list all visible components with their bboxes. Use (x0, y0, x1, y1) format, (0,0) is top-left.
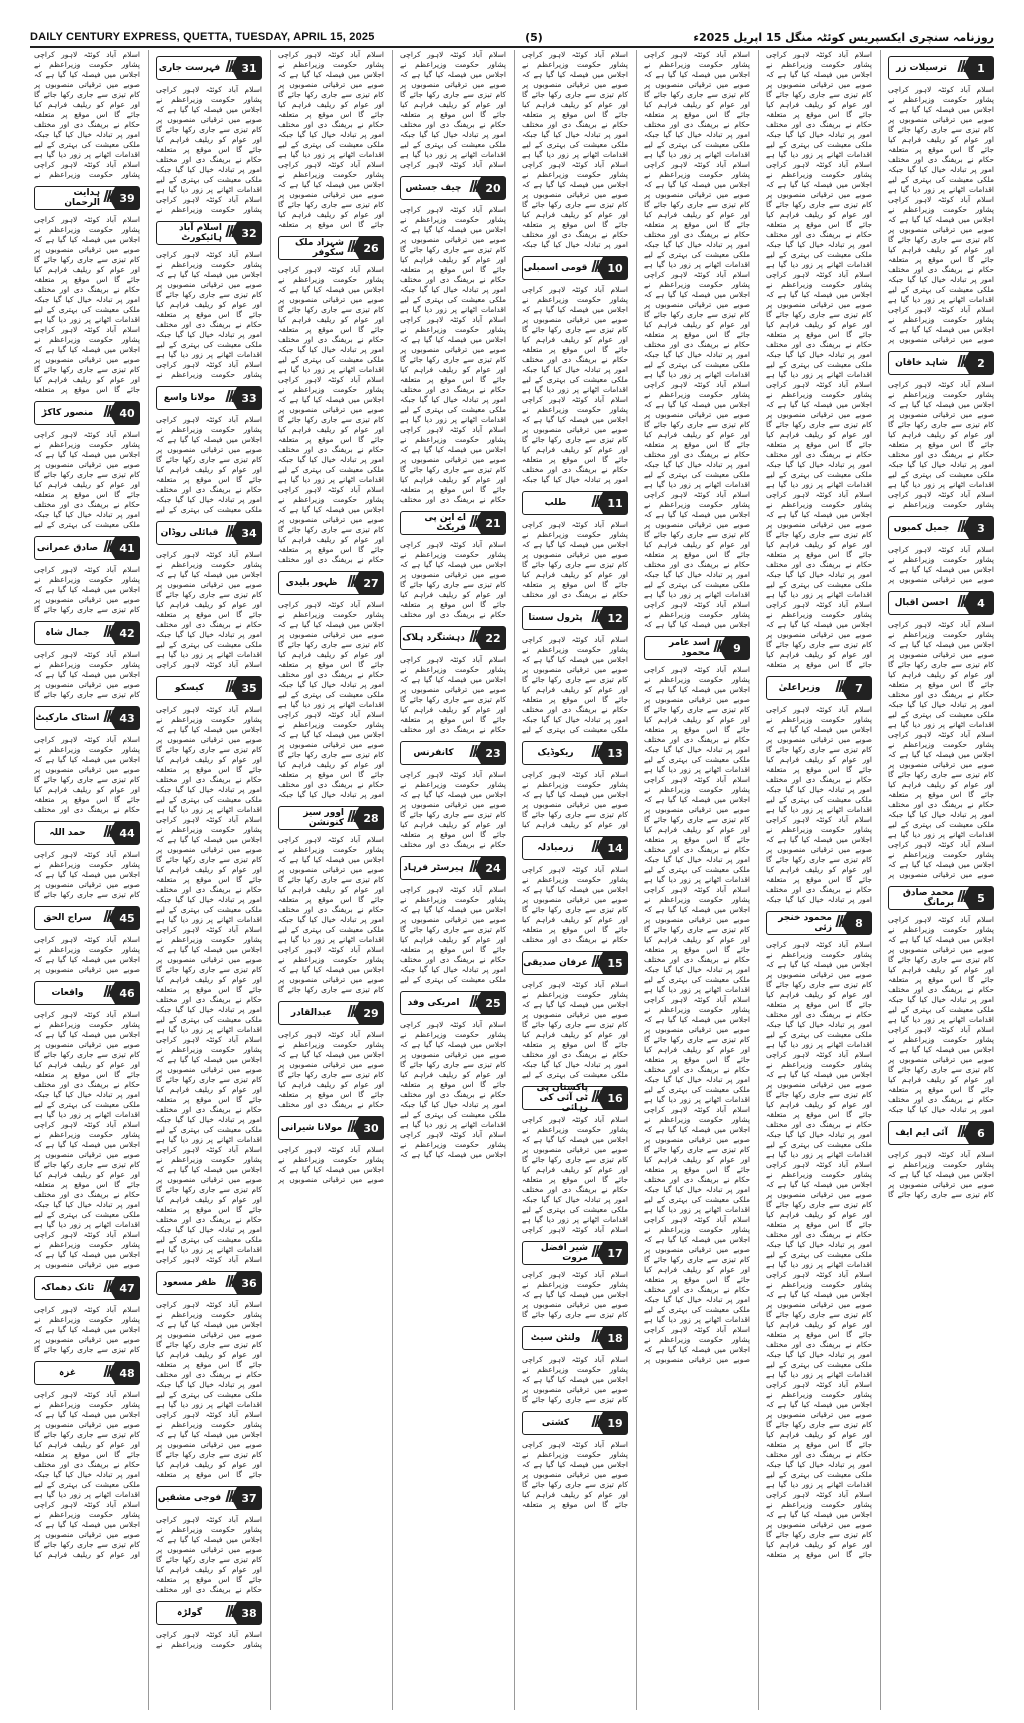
story-number: 27 (359, 572, 383, 594)
story-number: 21 (481, 512, 505, 534)
story-body: اسلام آباد کوئٹہ لاہور کراچی پشاور حکومت وزیراعظم نے اجلاس میں فیصلہ کیا گیا ہے کہ صوبے میں ترقیاتی منصوبوں پر کام تیزی سے جاری رکھا جائے گا اور عوام کو ریلیف فراہم کیا جائے گا اس موقع پر متعلقہ حکام نے بریفنگ دی اور مختلف امور پر تبادلہ خیال کیا گیا جبکہ ملکی معیشت کی بہتری کے لیے اقدامات اٹھانے پر زور دیا گیا ہے اسلام آباد کوئٹہ لاہور کراچی پشاور حکومت وزیراعظم نے اجلاس میں فیصلہ کیا گیا ہے کہ صوبے میں ترقیاتی منصوبوں پر کام تیزی سے جاری رکھا جائے گا اور عوام کو ریلیف فراہم کیا جائے گا اس موقع پر متعلقہ حکام نے بریفنگ دی اور مختلف امور پر تبادلہ خیال کیا گیا جبکہ ملکی معیشت کی بہتری کے لیے اقدامات اٹھانے پر زور دیا گیا ہے اسلام آباد کوئٹہ لاہور کراچی پشاور حکومت وزیراعظم نے اجلاس میں فیصلہ کیا گیا ہے کہ صوبے میں ترقیاتی منصوبوں پر کام تیزی سے جاری رکھا جائے گا اور عوام کو ریلیف فراہم کیا جائے گا اس موقع پر متعلقہ حکام نے بریفنگ دی اور مختلف امور پر تبادلہ خیال کیا گیا جبکہ ملکی معیشت کی بہتری کے لیے اقدامات اٹھانے پر زور دیا گیا ہے اسلام آباد کوئٹہ لاہور کراچی پشاور حکومت وزیراعظم نے اجلاس میں فیصلہ کیا گیا ہے کہ صوبے میں ترقیاتی منصوبوں پر کام تیزی سے جاری رکھا جائے گا اور عوام کو ریلیف فراہم کیا جائے گا اس موقع پر متعلقہ حکام نے بریفنگ دی اور مختلف امور پر تبادلہ خیال کیا گیا جبکہ ملکی معیشت کی بہتری کے لیے اقدامات اٹھانے پر زور دیا گیا ہے اسلام آباد کوئٹہ لاہور کراچی پشاور حکومت وزیراعظم نے اجلاس میں فیصلہ کیا گیا ہے کہ صوبے میں ترقیاتی منصوبوں پر کام تیزی سے جاری رکھا جائے گا اور عوام کو ریلیف فراہم کیا جائے گا اس موقع پر متعلقہ حکام نے بریفنگ دی اور مختلف امور پر تبادلہ خیال کیا گیا جبکہ ملکی معیشت کی بہتری کے لیے اقدامات اٹھانے پر زور دیا گیا ہے اسلام آباد کوئٹہ لاہور کراچی پشاور حکومت وزیراعظم نے اجلاس میں فیصلہ کیا گیا ہے کہ صوبے میں ترقیاتی منصوبوں پر کام تیزی سے جاری رکھا جائے گا اور عوام کو ریلیف فراہم کیا جائے گا اس موقع پر متعلقہ حکام نے بریفنگ دی اور مختلف امور پر تبادلہ خیال کیا گیا جبکہ ملکی معیشت کی بہتری کے لیے اقدامات اٹھانے پر زور دیا گیا ہے اسلام آباد کوئٹہ لاہور کراچی پشاور حکومت وزیراعظم نے اجلاس میں فیصلہ کیا گیا ہے کہ صوبے میں ترقیاتی منصوبوں پر (644, 665, 750, 1364)
story-body: اسلام آباد کوئٹہ لاہور کراچی پشاور حکومت وزیراعظم نے اجلاس میں فیصلہ کیا گیا ہے کہ صوبے میں ترقیاتی منصوبوں پر کام تیزی سے جاری رکھا جائے گا اور عوام کو ریلیف فراہم کیا جائے گا اس موقع پر متعلقہ حکام نے بریفنگ دی اور مختلف (522, 520, 628, 599)
story-body: اسلام آباد کوئٹہ لاہور کراچی پشاور حکومت وزیراعظم نے اجلاس میں فیصلہ کیا گیا ہے کہ صوبے میں ترقیاتی منصوبوں پر کام تیزی سے جاری رکھا جائے گا اور عوام کو ریلیف فراہم کیا جائے گا اس موقع پر متعلقہ حکام نے بریفنگ دی اور مختلف امور پر تبادلہ خیال کیا گیا جبکہ ملکی معیشت کی بہتری کے لیے اقدامات اٹھانے پر زور دیا گیا ہے اسلام آباد کوئٹہ لاہور کراچی پشاور حکومت وزیراعظم نے اجلاس میں فیصلہ کیا گیا ہے کہ صوبے میں ترقیاتی منصوبوں پر کام تیزی سے جاری رکھا جائے گا اور عوام کو ریلیف فراہم کیا جائے گا اس موقع پر متعلقہ حکام نے بریفنگ دی اور مختلف امور پر تبادلہ خیال کیا گیا جبکہ ملکی معیشت کی بہتری کے لیے اقدامات اٹھانے پر زور دیا گیا ہے اسلام آباد کوئٹہ لاہور کراچی پشاور حکومت وزیراعظم نے اجلاس میں فیصلہ کیا گیا ہے کہ صوبے میں ترقیاتی منصوبوں پر کام تیزی سے جاری رکھا جائے گا اور عوام کو ریلیف فراہم کیا جائے گا اس موقع پر متعلقہ حکام نے بریفنگ دی اور مختلف امور پر تبادلہ خیال کیا گیا جبکہ ملکی معیشت کی بہتری کے لیے اقدامات اٹھانے پر زور دیا گیا ہے اسلام آباد کوئٹہ لاہور کراچی پشاور حکومت وزیراعظم نے اجلاس میں فیصلہ کیا گیا ہے کہ صوبے میں ترقیاتی منصوبوں پر کام تیزی سے جاری رکھا جائے گا اور عوام کو ریلیف فراہم کیا جائے گا اس موقع پر متعلقہ حکام نے بریفنگ دی اور مختلف امور پر تبادلہ خیال کیا گیا جبکہ ملکی معیشت کی بہتری کے لیے اقدامات اٹھانے پر زور دیا گیا ہے اسلام آباد کوئٹہ لاہور کراچی پشاور حکومت وزیراعظم نے اجلاس میں فیصلہ کیا گیا ہے کہ صوبے میں ترقیاتی منصوبوں پر کام تیزی سے جاری رکھا جائے گا اور عوام کو ریلیف فراہم کیا جائے گا اس موقع پر متعلقہ حکام نے بریفنگ دی اور مختلف امور پر تبادلہ خیال کیا گیا جبکہ ملکی معیشت کی بہتری کے لیے اقدامات اٹھانے پر زور دیا گیا ہے اسلام آباد کوئٹہ لاہور کراچی پشاور حکومت وزیراعظم نے اجلاس میں فیصلہ کیا گیا ہے کہ صوبے میں ترقیاتی منصوبوں پر کام تیزی سے جاری رکھا جائے گا اور عوام کو ریلیف فراہم کیا جائے گا اس موقع پر متعلقہ (766, 50, 872, 669)
story-heading (156, 386, 262, 410)
story-body: اسلام آباد کوئٹہ لاہور کراچی پشاور حکومت وزیراعظم نے اجلاس میں فیصلہ کیا گیا ہے کہ صوبے میں ترقیاتی منصوبوں پر کام تیزی سے جاری رکھا جائے گا اور عوام کو ریلیف فراہم کیا جائے گا اس موقع پر متعلقہ حکام نے بریفنگ دی اور مختلف امور پر تبادلہ خیال کیا گیا جبکہ ملکی معیشت کی بہتری کے لیے اقدامات اٹھانے پر زور دیا گیا ہے اسلام آباد کوئٹہ لاہور کراچی پشاور حکومت وزیراعظم نے اجلاس میں فیصلہ کیا گیا ہے کہ صوبے میں ترقیاتی منصوبوں پر کام تیزی سے جاری رکھا جائے گا اور عوام کو ریلیف فراہم کیا (34, 1390, 140, 1559)
story-title: جمیل کمبوں (893, 523, 950, 533)
story-title: گولڑہ (176, 1608, 203, 1618)
story-title: شہزاد ملک سکوفر (294, 238, 344, 258)
story-heading (34, 821, 140, 845)
story-number: 7 (847, 677, 871, 699)
story-number: 36 (237, 1272, 261, 1294)
story-body: اسلام آباد کوئٹہ لاہور کراچی پشاور حکومت وزیراعظم نے اجلاس میں فیصلہ کیا گیا ہے کہ صوبے میں ترقیاتی منصوبوں پر کام تیزی سے جاری رکھا جائے گا اور عوام کو ریلیف فراہم کیا جائے گا اس موقع پر متعلقہ حکام نے بریفنگ دی اور مختلف امور پر تبادلہ خیال کیا گیا جبکہ ملکی معیشت کی بہتری کے لیے اقدامات اٹھانے پر زور دیا گیا ہے اسلام آباد کوئٹہ لاہور کراچی پشاور حکومت وزیراعظم نے اجلاس میں فیصلہ کیا گیا ہے کہ صوبے میں ترقیاتی منصوبوں پر کام تیزی سے جاری رکھا جائے گا اور عوام کو ریلیف فراہم کیا جائے گا اس موقع پر متعلقہ حکام نے بریفنگ دی اور مختلف امور پر تبادلہ خیال کیا گیا جبکہ ملکی معیشت کی بہتری کے لیے اقدامات اٹھانے پر زور دیا گیا ہے اسلام آباد کوئٹہ لاہور کراچی پشاور حکومت وزیراعظم نے اجلاس میں فیصلہ کیا گیا ہے کہ صوبے میں ترقیاتی منصوبوں پر کام تیزی سے جاری رکھا جائے گا اور عوام کو ریلیف فراہم کیا جائے گا اس موقع پر متعلقہ حکام نے بریفنگ دی اور مختلف امور پر تبادلہ خیال کیا گیا جبکہ ملکی معیشت کی بہتری کے لیے اقدامات اٹھانے پر زور دیا گیا ہے اسلام آباد کوئٹہ لاہور کراچی پشاور حکومت وزیراعظم نے اجلاس میں فیصلہ کیا گیا ہے کہ صوبے میں ترقیاتی منصوبوں پر کام تیزی سے جاری رکھا جائے گا اور عوام کو ریلیف فراہم کیا جائے گا اس موقع پر متعلقہ حکام نے بریفنگ دی اور مختلف امور پر تبادلہ خیال کیا گیا جبکہ ملکی معیشت کی بہتری کے لیے اقدامات اٹھانے پر زور دیا گیا ہے اسلام آباد کوئٹہ لاہور کراچی پشاور حکومت وزیراعظم نے اجلاس میں فیصلہ کیا گیا ہے کہ صوبے میں ترقیاتی منصوبوں پر کام تیزی سے جاری رکھا جائے گا اور عوام کو ریلیف فراہم کیا جائے گا اس موقع پر متعلقہ حکام نے بریفنگ دی اور مختلف امور پر تبادلہ خیال کیا گیا جبکہ ملکی معیشت کی بہتری کے لیے اقدامات اٹھانے پر زور دیا گیا ہے اسلام آباد کوئٹہ لاہور کراچی (156, 705, 262, 1264)
story-title: ہدایت الرحمان (64, 188, 100, 208)
story-body: اسلام آباد کوئٹہ لاہور کراچی پشاور حکومت وزیراعظم نے اجلاس میں فیصلہ کیا گیا ہے کہ صوبے میں ترقیاتی منصوبوں پر (278, 1145, 384, 1184)
story-title: محمود خنجر زئی (778, 913, 832, 933)
story-title: ولنٹن سیٹ (530, 1333, 581, 1343)
story-heading (522, 1083, 628, 1113)
story-title: چیف جسٹس (405, 183, 462, 193)
story-body: اسلام آباد کوئٹہ لاہور کراچی پشاور حکومت وزیراعظم نے اجلاس میں فیصلہ کیا گیا ہے کہ صوبے میں ترقیاتی منصوبوں پر کام تیزی سے جاری رکھا جائے گا اور عوام کو ریلیف فراہم کیا جائے گا اس موقع پر متعلقہ حکام نے بریفنگ دی اور مختلف امور پر تبادلہ خیال کیا گیا جبکہ ملکی معیشت کی بہتری کے لیے اقدامات اٹھانے پر زور دیا گیا ہے اسلام آباد کوئٹہ لاہور کراچی (400, 50, 506, 169)
story-number: 8 (847, 912, 871, 934)
story-heading (34, 1276, 140, 1300)
story-heading (888, 351, 994, 375)
story-body: اسلام آباد کوئٹہ لاہور کراچی پشاور حکومت وزیراعظم نے اجلاس میں فیصلہ کیا گیا ہے کہ صوبے میں ترقیاتی منصوبوں پر کام تیزی سے جاری رکھا جائے گا (34, 1305, 140, 1354)
newspaper-page (30, 50, 994, 1710)
story-number: 48 (115, 1362, 139, 1384)
story-heading (888, 591, 994, 615)
story-heading (400, 991, 506, 1015)
story-body: اسلام آباد کوئٹہ لاہور کراچی پشاور حکومت وزیراعظم نے اجلاس میں فیصلہ کیا گیا ہے کہ صوبے میں ترقیاتی منصوبوں پر کام تیزی سے جاری رکھا جائے گا اور عوام کو ریلیف فراہم کیا جائے گا اس موقع پر متعلقہ حکام نے بریفنگ دی اور مختلف امور پر تبادلہ خیال کیا گیا جبکہ ملکی معیشت کی بہتری کے لیے اقدامات اٹھانے پر زور دیا گیا ہے اسلام آباد کوئٹہ لاہور کراچی پشاور حکومت وزیراعظم نے اجلاس میں فیصلہ کیا گیا ہے کہ صوبے میں ترقیاتی منصوبوں پر کام تیزی سے جاری رکھا جائے گا اور عوام کو ریلیف فراہم کیا جائے گا اس موقع پر متعلقہ (156, 1300, 262, 1479)
story-heading (156, 521, 262, 545)
story-body: اسلام آباد کوئٹہ لاہور کراچی پشاور حکومت وزیراعظم نے اجلاس میں فیصلہ کیا گیا ہے کہ صوبے میں ترقیاتی منصوبوں پر کام تیزی سے جاری رکھا جائے گا اور عوام کو ریلیف فراہم کیا جائے گا اس موقع پر متعلقہ حکام نے بریفنگ دی اور مختلف امور پر تبادلہ خیال کیا گیا جبکہ ملکی معیشت کی بہتری کے لیے اقدامات اٹھانے پر زور دیا گیا ہے اسلام آباد کوئٹہ لاہور کراچی (522, 1115, 628, 1234)
story-title: پاکستان پی ٹی آئی کی رہائی (536, 1083, 588, 1113)
story-number: 25 (481, 992, 505, 1014)
story-number: 17 (603, 1242, 627, 1264)
story-body: اسلام آباد کوئٹہ لاہور کراچی پشاور حکومت وزیراعظم نے اجلاس میں فیصلہ کیا گیا ہے کہ صوبے میں ترقیاتی منصوبوں پر کام تیزی سے جاری رکھا جائے گا اور عوام کو ریلیف فراہم کیا جائے گا اس موقع پر متعلقہ حکام نے بریفنگ دی اور مختلف (156, 1515, 262, 1594)
story-title: مولانا واسع (163, 393, 216, 403)
news-column (522, 50, 628, 1710)
story-title: شیر افضل مروت (540, 1243, 588, 1263)
column-divider (514, 50, 515, 1710)
story-body: اسلام آباد کوئٹہ لاہور کراچی پشاور حکومت وزیراعظم نے اجلاس میں فیصلہ کیا گیا ہے کہ صوبے میں ترقیاتی منصوبوں پر کام تیزی سے جاری رکھا جائے گا اور عوام کو ریلیف فراہم کیا (522, 770, 628, 829)
story-title: شاہد خاقان (895, 358, 948, 368)
story-body: اسلام آباد کوئٹہ لاہور کراچی پشاور حکومت وزیراعظم نے اجلاس میں فیصلہ کیا گیا ہے کہ صوبے میں ترقیاتی منصوبوں پر کام تیزی سے جاری رکھا جائے گا (888, 1150, 994, 1199)
story-title: ترسیلات زر (896, 63, 947, 73)
story-body: اسلام آباد کوئٹہ لاہور کراچی پشاور حکومت وزیراعظم نے اجلاس میں فیصلہ کیا گیا ہے کہ صوبے میں ترقیاتی منصوبوں پر کام تیزی سے جاری رکھا جائے گا اور عوام کو ریلیف فراہم کیا جائے گا اس موقع پر متعلقہ حکام نے بریفنگ دی اور مختلف (400, 770, 506, 849)
story-heading (400, 741, 506, 765)
news-column (34, 50, 140, 1710)
story-heading (522, 606, 628, 630)
story-body: اسلام آباد کوئٹہ لاہور کراچی پشاور حکومت وزیراعظم نے اجلاس میں فیصلہ کیا گیا ہے کہ صوبے میں ترقیاتی منصوبوں پر (888, 545, 994, 584)
story-title: ٹانک دھماکہ (40, 1283, 95, 1293)
story-heading (278, 571, 384, 595)
story-title: اوور سیز کنونشن (303, 808, 344, 828)
story-title: آئی ایم ایف (895, 1128, 948, 1138)
story-body: اسلام آباد کوئٹہ لاہور کراچی پشاور حکومت وزیراعظم نے اجلاس میں فیصلہ کیا گیا ہے کہ صوبے میں ترقیاتی منصوبوں پر کام تیزی سے جاری رکھا جائے گا اور عوام کو ریلیف فراہم کیا جائے گا اس موقع پر متعلقہ حکام نے بریفنگ دی اور مختلف امور پر تبادلہ خیال کیا گیا جبکہ ملکی معیشت کی بہتری کے لیے اقدامات اٹھانے پر زور دیا گیا ہے اسلام آباد کوئٹہ لاہور کراچی پشاور حکومت وزیراعظم نے اجلاس میں فیصلہ کیا گیا ہے کہ صوبے میں ترقیاتی منصوبوں پر کام تیزی سے جاری رکھا جائے گا اور عوام کو ریلیف فراہم کیا جائے گا اس موقع پر متعلقہ حکام نے بریفنگ دی اور مختلف امور پر تبادلہ خیال کیا گیا جبکہ ملکی معیشت کی بہتری کے لیے اقدامات اٹھانے پر زور دیا گیا ہے اسلام آباد کوئٹہ لاہور کراچی پشاور حکومت وزیراعظم نے اجلاس میں فیصلہ کیا گیا ہے کہ صوبے میں ترقیاتی منصوبوں پر کام تیزی سے جاری رکھا جائے گا اور عوام کو ریلیف فراہم کیا جائے گا اس موقع پر متعلقہ حکام نے بریفنگ دی اور مختلف امور پر تبادلہ خیال کیا گیا جبکہ ملکی معیشت کی بہتری کے لیے اقدامات اٹھانے پر زور دیا گیا ہے اسلام آباد کوئٹہ لاہور کراچی پشاور حکومت وزیراعظم نے اجلاس میں فیصلہ کیا گیا ہے کہ صوبے میں ترقیاتی منصوبوں پر کام تیزی سے جاری رکھا جائے گا اور عوام کو ریلیف فراہم کیا جائے گا اس موقع پر متعلقہ حکام نے بریفنگ دی اور مختلف امور پر تبادلہ خیال کیا گیا جبکہ ملکی معیشت کی بہتری کے لیے اقدامات اٹھانے پر زور دیا گیا ہے اسلام آباد کوئٹہ لاہور کراچی پشاور حکومت وزیراعظم نے اجلاس میں فیصلہ کیا گیا ہے کہ صوبے میں ترقیاتی منصوبوں پر کام تیزی سے جاری رکھا جائے گا اور عوام کو ریلیف فراہم کیا جائے گا اس موقع پر متعلقہ حکام نے بریفنگ دی اور مختلف امور پر تبادلہ خیال کیا گیا جبکہ ملکی معیشت کی بہتری کے لیے اقدامات اٹھانے پر زور دیا گیا ہے اسلام آباد کوئٹہ لاہور کراچی پشاور حکومت وزیراعظم نے اجلاس میں فیصلہ کیا گیا ہے کہ (644, 50, 750, 629)
news-column (278, 50, 384, 1710)
story-title: طلب (544, 498, 567, 508)
story-title: عرفان صدیقی (523, 958, 588, 968)
story-number: 28 (359, 807, 383, 829)
story-number: 24 (481, 857, 505, 879)
story-title: محمد صادق برمانگ (902, 888, 954, 908)
story-title: واقعات (51, 988, 84, 998)
story-heading (34, 906, 140, 930)
story-number: 10 (603, 257, 627, 279)
story-title: کانفرنس (413, 748, 454, 758)
story-title: پٹرول سستا (528, 613, 583, 623)
story-title: فہرست جاری (158, 63, 221, 73)
news-column (644, 50, 750, 1710)
story-heading (522, 741, 628, 765)
story-body: اسلام آباد کوئٹہ لاہور کراچی پشاور حکومت وزیراعظم نے اجلاس میں فیصلہ کیا گیا ہے کہ صوبے میں ترقیاتی منصوبوں پر کام تیزی سے جاری رکھا جائے گا (34, 850, 140, 899)
story-number: 31 (237, 57, 261, 79)
story-heading (278, 1001, 384, 1025)
masthead-urdu: روزنامہ سنچری ایکسپریس کوئٹہ منگل 15 اپریل 2025ء (693, 30, 994, 44)
news-column (156, 50, 262, 1710)
story-heading (888, 516, 994, 540)
story-title: اے این پی فریکٹ (424, 513, 466, 533)
story-heading (522, 1241, 628, 1265)
story-title: اسلام آباد ہائیکورٹ (179, 223, 222, 243)
story-title: وزیراعلیٰ (778, 683, 821, 693)
story-heading (34, 621, 140, 645)
news-column (400, 50, 506, 1710)
story-heading (278, 236, 384, 260)
story-number: 37 (237, 1487, 261, 1509)
news-column (766, 50, 872, 1710)
story-body: اسلام آباد کوئٹہ لاہور کراچی پشاور حکومت وزیراعظم نے اجلاس میں فیصلہ کیا گیا ہے کہ صوبے میں ترقیاتی منصوبوں پر کام تیزی سے جاری رکھا جائے گا (34, 565, 140, 614)
story-body: اسلام آباد کوئٹہ لاہور کراچی پشاور حکومت وزیراعظم نے اجلاس میں فیصلہ کیا گیا ہے کہ صوبے میں ترقیاتی منصوبوں پر کام تیزی سے جاری رکھا جائے گا اور عوام کو ریلیف فراہم کیا جائے گا اس موقع پر متعلقہ حکام نے بریفنگ دی اور مختلف امور پر تبادلہ خیال کیا گیا جبکہ ملکی معیشت کی بہتری کے لیے اقدامات اٹھانے پر زور دیا گیا ہے اسلام آباد کوئٹہ لاہور کراچی پشاور حکومت وزیراعظم نے اجلاس میں فیصلہ کیا گیا ہے کہ (400, 1020, 506, 1159)
story-heading (34, 981, 140, 1005)
story-heading (34, 401, 140, 425)
story-title: عبدالقادر (290, 1008, 333, 1018)
story-title: جمال شاہ (45, 628, 90, 638)
story-title: ہیرسٹر فرہاد (403, 863, 464, 873)
story-number: 9 (725, 637, 749, 659)
story-number: 14 (603, 837, 627, 859)
story-heading (522, 836, 628, 860)
story-title: زرمبادلہ (537, 843, 574, 853)
story-body: اسلام آباد کوئٹہ لاہور کراچی پشاور حکومت وزیراعظم نے اجلاس میں فیصلہ کیا گیا ہے کہ صوبے میں ترقیاتی منصوبوں پر کام تیزی سے جاری رکھا جائے گا اور عوام کو ریلیف فراہم کیا جائے گا اس موقع پر متعلقہ حکام نے بریفنگ دی اور مختلف (34, 735, 140, 814)
story-body: اسلام آباد کوئٹہ لاہور کراچی پشاور حکومت وزیراعظم نے اجلاس میں فیصلہ کیا گیا ہے کہ صوبے میں ترقیاتی منصوبوں پر کام تیزی سے جاری رکھا جائے گا اور عوام کو ریلیف فراہم کیا جائے گا اس موقع پر متعلقہ حکام نے بریفنگ دی اور مختلف امور پر تبادلہ خیال کیا گیا جبکہ ملکی معیشت کی بہتری کے لیے اقدامات اٹھانے پر زور دیا گیا ہے اسلام آباد کوئٹہ لاہور کراچی پشاور حکومت وزیراعظم نے اجلاس میں فیصلہ کیا گیا ہے کہ صوبے میں ترقیاتی منصوبوں پر کام تیزی سے جاری رکھا جائے گا اور عوام کو ریلیف فراہم کیا جائے گا اس موقع پر متعلقہ حکام نے بریفنگ دی اور مختلف امور پر تبادلہ خیال کیا گیا جبکہ ملکی معیشت کی بہتری کے لیے اقدامات اٹھانے پر زور دیا گیا ہے اسلام آباد کوئٹہ لاہور کراچی پشاور حکومت وزیراعظم نے اجلاس میں فیصلہ کیا گیا ہے کہ صوبے میں ترقیاتی منصوبوں پر (888, 85, 994, 344)
masthead-english: DAILY CENTURY EXPRESS, QUETTA, TUESDAY, APRIL 15, 2025 (30, 31, 375, 43)
story-body: اسلام آباد کوئٹہ لاہور کراچی پشاور حکومت وزیراعظم نے اجلاس میں فیصلہ کیا گیا ہے کہ صوبے میں ترقیاتی منصوبوں پر کام تیزی سے جاری رکھا جائے گا اور عوام کو ریلیف فراہم کیا جائے گا اس موقع پر متعلقہ حکام نے بریفنگ دی اور مختلف امور پر تبادلہ خیال کیا گیا جبکہ ملکی معیشت کی بہتری کے لیے اقدامات اٹھانے پر زور دیا گیا ہے اسلام آباد کوئٹہ لاہور کراچی پشاور حکومت وزیراعظم نے اجلاس میں فیصلہ کیا گیا ہے کہ صوبے میں ترقیاتی منصوبوں پر کام تیزی سے جاری رکھا جائے گا (278, 835, 384, 994)
story-body: اسلام آباد کوئٹہ لاہور کراچی پشاور حکومت وزیراعظم نے اجلاس میں فیصلہ کیا گیا ہے کہ صوبے میں ترقیاتی منصوبوں پر کام تیزی سے جاری رکھا جائے گا اور عوام کو ریلیف فراہم کیا جائے گا اس موقع پر متعلقہ حکام نے بریفنگ دی اور مختلف امور پر تبادلہ خیال کیا گیا جبکہ ملکی معیشت کی بہتری کے لیے اقدامات اٹھانے پر زور دیا گیا ہے اسلام آباد کوئٹہ لاہور کراچی پشاور حکومت وزیراعظم نے اجلاس میں فیصلہ کیا گیا ہے کہ صوبے میں ترقیاتی منصوبوں پر کام تیزی سے جاری رکھا جائے گا اور عوام کو ریلیف فراہم کیا جائے گا اس موقع پر متعلقہ حکام نے بریفنگ دی اور مختلف امور پر تبادلہ خیال کیا گیا جبکہ ملکی معیشت کی بہتری کے لیے اقدامات اٹھانے پر زور دیا گیا ہے اسلام آباد کوئٹہ لاہور کراچی پشاور حکومت وزیراعظم نے اجلاس میں فیصلہ کیا گیا ہے کہ صوبے میں ترقیاتی منصوبوں پر کام تیزی سے جاری رکھا جائے گا اور عوام کو ریلیف فراہم کیا جائے گا اس موقع پر متعلقہ حکام نے بریفنگ دی اور مختلف (278, 265, 384, 564)
story-heading (34, 536, 140, 560)
story-body: اسلام آباد کوئٹہ لاہور کراچی پشاور حکومت وزیراعظم نے اجلاس میں فیصلہ کیا گیا ہے کہ صوبے میں ترقیاتی منصوبوں پر کام تیزی سے جاری رکھا جائے گا اور عوام کو ریلیف فراہم کیا جائے گا اس موقع پر متعلقہ حکام نے بریفنگ دی اور مختلف امور پر تبادلہ خیال کیا گیا جبکہ ملکی معیشت کی بہتری کے لیے اقدامات اٹھانے پر زور دیا گیا ہے اسلام آباد کوئٹہ لاہور کراچی پشاور حکومت وزیراعظم نے اجلاس میں فیصلہ کیا گیا ہے کہ صوبے میں ترقیاتی منصوبوں پر کام تیزی سے جاری رکھا جائے گا اور عوام کو ریلیف فراہم کیا جائے گا اس موقع پر متعلقہ حکام نے بریفنگ دی اور مختلف امور پر تبادلہ خیال کیا گیا جبکہ (888, 915, 994, 1114)
story-number: 32 (237, 222, 261, 244)
column-divider (636, 50, 637, 1710)
column-divider (148, 50, 149, 1710)
story-heading (34, 186, 140, 210)
story-body: اسلام آباد کوئٹہ لاہور کراچی پشاور حکومت وزیراعظم نے اجلاس میں فیصلہ کیا گیا ہے کہ صوبے میں ترقیاتی منصوبوں پر کام تیزی سے جاری رکھا جائے گا اور عوام کو ریلیف فراہم کیا جائے گا اس موقع پر متعلقہ حکام نے بریفنگ دی اور مختلف امور پر تبادلہ خیال کیا گیا جبکہ ملکی معیشت کی بہتری کے لیے (156, 415, 262, 514)
story-number: 2 (969, 352, 993, 374)
story-number: 20 (481, 177, 505, 199)
story-heading (400, 176, 506, 200)
story-body: اسلام آباد کوئٹہ لاہور کراچی پشاور حکومت وزیراعظم نے اجلاس میں فیصلہ کیا گیا ہے کہ صوبے میں ترقیاتی منصوبوں پر کام تیزی سے جاری رکھا جائے گا اور عوام کو ریلیف فراہم کیا جائے گا اس موقع پر متعلقہ حکام نے بریفنگ دی اور مختلف امور پر تبادلہ خیال کیا گیا جبکہ ملکی معیشت کی بہتری کے لیے اقدامات اٹھانے پر زور دیا گیا ہے اسلام آباد کوئٹہ لاہور کراچی پشاور حکومت وزیراعظم نے اجلاس میں فیصلہ کیا گیا ہے کہ صوبے میں ترقیاتی منصوبوں پر کام تیزی سے جاری رکھا جائے گا اور عوام کو ریلیف فراہم کیا جائے گا اس موقع پر متعلقہ (34, 215, 140, 394)
story-body: اسلام آباد کوئٹہ لاہور کراچی پشاور حکومت وزیراعظم نے اجلاس میں فیصلہ کیا گیا ہے کہ صوبے میں ترقیاتی منصوبوں پر کام تیزی سے جاری رکھا جائے گا اور عوام کو ریلیف فراہم کیا جائے گا اس موقع پر متعلقہ حکام نے بریفنگ دی اور مختلف امور پر تبادلہ خیال کیا گیا جبکہ ملکی معیشت کی بہتری کے لیے اقدامات اٹھانے پر زور دیا گیا ہے اسلام آباد کوئٹہ لاہور کراچی پشاور حکومت وزیراعظم نے اجلاس میں فیصلہ کیا گیا ہے کہ صوبے میں ترقیاتی منصوبوں پر کام تیزی سے جاری رکھا جائے گا اور عوام کو ریلیف فراہم کیا جائے گا اس موقع پر متعلقہ (278, 50, 384, 229)
story-body: اسلام آباد کوئٹہ لاہور کراچی پشاور حکومت وزیراعظم نے اجلاس میں فیصلہ کیا گیا ہے کہ صوبے میں ترقیاتی منصوبوں پر کام تیزی سے جاری رکھا جائے گا اور عوام کو ریلیف فراہم کیا جائے گا اس موقع پر متعلقہ حکام نے بریفنگ دی اور مختلف امور پر تبادلہ خیال کیا گیا جبکہ ملکی معیشت کی بہتری کے لیے اقدامات اٹھانے پر زور دیا گیا ہے اسلام آباد کوئٹہ لاہور کراچی پشاور حکومت وزیراعظم نے اجلاس میں فیصلہ کیا گیا ہے کہ صوبے میں ترقیاتی منصوبوں پر کام تیزی سے جاری رکھا جائے گا اور عوام کو ریلیف فراہم کیا جائے گا اس موقع پر متعلقہ حکام نے بریفنگ دی اور مختلف امور پر تبادلہ خیال کیا گیا جبکہ ملکی معیشت کی بہتری کے لیے اقدامات اٹھانے پر زور دیا گیا ہے اسلام آباد کوئٹہ لاہور کراچی پشاور حکومت وزیراعظم نے اجلاس میں فیصلہ کیا گیا ہے کہ صوبے میں ترقیاتی منصوبوں پر (34, 1010, 140, 1269)
story-body: اسلام آباد کوئٹہ لاہور کراچی پشاور حکومت وزیراعظم نے اجلاس میں فیصلہ کیا گیا ہے کہ صوبے میں ترقیاتی منصوبوں پر کام تیزی سے جاری رکھا جائے گا اور عوام کو ریلیف فراہم کیا جائے گا اس موقع پر متعلقہ حکام نے بریفنگ دی اور مختلف امور پر تبادلہ خیال کیا گیا جبکہ ملکی معیشت کی بہتری کے لیے اقدامات اٹھانے پر زور دیا گیا ہے اسلام آباد کوئٹہ لاہور کراچی پشاور حکومت وزیراعظم نے (888, 380, 994, 509)
story-heading (156, 1486, 262, 1510)
story-body: اسلام آباد کوئٹہ لاہور کراچی پشاور حکومت وزیراعظم نے اجلاس میں فیصلہ کیا گیا ہے کہ صوبے میں ترقیاتی منصوبوں پر کام تیزی سے جاری رکھا جائے گا اور عوام کو ریلیف فراہم کیا جائے گا اس موقع پر متعلقہ حکام نے بریفنگ دی اور مختلف امور پر تبادلہ خیال کیا گیا جبکہ ملکی معیشت کی بہتری کے لیے اقدامات اٹھانے پر زور دیا گیا ہے اسلام آباد کوئٹہ لاہور کراچی پشاور حکومت وزیراعظم نے اجلاس میں فیصلہ کیا گیا ہے کہ صوبے میں ترقیاتی منصوبوں پر کام تیزی سے جاری رکھا جائے گا اور عوام کو ریلیف فراہم کیا جائے گا اس موقع پر متعلقہ حکام نے بریفنگ دی اور مختلف امور پر تبادلہ خیال کیا گیا جبکہ (522, 50, 628, 249)
story-number: 15 (603, 952, 627, 974)
story-body: اسلام آباد کوئٹہ لاہور کراچی پشاور حکومت وزیراعظم نے اجلاس میں فیصلہ کیا گیا ہے کہ صوبے میں ترقیاتی منصوبوں پر کام تیزی سے جاری رکھا جائے گا اور عوام کو ریلیف فراہم کیا جائے گا اس موقع پر متعلقہ حکام نے بریفنگ دی اور مختلف (400, 655, 506, 734)
story-body: اسلام آباد کوئٹہ لاہور کراچی پشاور حکومت وزیراعظم نے اجلاس میں فیصلہ کیا گیا ہے کہ صوبے میں ترقیاتی منصوبوں پر کام تیزی سے جاری رکھا جائے گا (522, 1355, 628, 1404)
story-body: اسلام آباد کوئٹہ لاہور کراچی پشاور حکومت وزیراعظم نے اجلاس میں فیصلہ کیا گیا ہے کہ صوبے میں ترقیاتی منصوبوں پر کام تیزی سے جاری رکھا جائے گا (34, 650, 140, 699)
story-heading (156, 56, 262, 80)
column-divider (270, 50, 271, 1710)
story-title: کیسکو (175, 683, 204, 693)
story-heading (644, 636, 750, 660)
story-heading (278, 1116, 384, 1140)
story-title: مولانا شیرانی (280, 1123, 343, 1133)
story-body: اسلام آباد کوئٹہ لاہور کراچی پشاور حکومت وزیراعظم نے اجلاس میں فیصلہ کیا گیا ہے کہ صوبے میں ترقیاتی منصوبوں پر کام تیزی سے جاری رکھا جائے گا اور عوام کو ریلیف فراہم کیا جائے گا اس موقع پر متعلقہ حکام نے بریفنگ دی اور مختلف امور پر تبادلہ خیال کیا گیا جبکہ ملکی معیشت کی بہتری کے لیے اقدامات اٹھانے پر زور دیا گیا ہے اسلام آباد کوئٹہ لاہور کراچی پشاور حکومت وزیراعظم نے (156, 85, 262, 214)
story-body: اسلام آباد کوئٹہ لاہور کراچی پشاور حکومت وزیراعظم نے اجلاس میں فیصلہ کیا گیا ہے کہ صوبے میں ترقیاتی منصوبوں پر کام تیزی سے جاری رکھا جائے گا اور عوام کو ریلیف فراہم کیا جائے گا اس موقع پر متعلقہ حکام نے بریفنگ دی اور مختلف امور پر تبادلہ خیال کیا گیا جبکہ ملکی معیشت کی بہتری کے لیے (522, 980, 628, 1079)
story-number: 18 (603, 1327, 627, 1349)
story-number: 12 (603, 607, 627, 629)
story-body: اسلام آباد کوئٹہ لاہور کراچی پشاور حکومت وزیراعظم نے اجلاس میں فیصلہ کیا گیا ہے کہ صوبے میں ترقیاتی منصوبوں پر کام تیزی سے جاری رکھا جائے گا اور عوام کو ریلیف فراہم کیا جائے گا اس موقع پر متعلقہ حکام نے بریفنگ دی اور مختلف امور پر تبادلہ خیال کیا گیا جبکہ ملکی معیشت کی بہتری کے لیے اقدامات اٹھانے پر زور دیا گیا ہے اسلام آباد کوئٹہ لاہور کراچی پشاور حکومت وزیراعظم نے اجلاس میں فیصلہ کیا گیا ہے کہ صوبے میں ترقیاتی منصوبوں پر کام تیزی سے جاری رکھا جائے گا اور عوام کو ریلیف فراہم کیا جائے گا اس موقع پر متعلقہ حکام نے بریفنگ دی اور مختلف امور پر تبادلہ خیال کیا گیا جبکہ (278, 600, 384, 799)
story-number: 5 (969, 887, 993, 909)
story-title: غزہ (58, 1368, 77, 1378)
story-body: اسلام آباد کوئٹہ لاہور کراچی پشاور حکومت وزیراعظم نے (156, 1630, 262, 1649)
page-number: (5) (525, 30, 543, 44)
story-heading (156, 676, 262, 700)
story-heading (888, 56, 994, 80)
story-number: 45 (115, 907, 139, 929)
story-body: اسلام آباد کوئٹہ لاہور کراچی پشاور حکومت وزیراعظم نے اجلاس میں فیصلہ کیا گیا ہے کہ صوبے میں ترقیاتی منصوبوں پر (34, 935, 140, 974)
story-body: اسلام آباد کوئٹہ لاہور کراچی پشاور حکومت وزیراعظم نے اجلاس میں فیصلہ کیا گیا ہے کہ صوبے میں ترقیاتی منصوبوں پر کام تیزی سے جاری رکھا جائے گا اور عوام کو ریلیف فراہم کیا جائے گا اس موقع پر متعلقہ حکام نے بریفنگ دی اور مختلف امور پر تبادلہ خیال کیا گیا جبکہ ملکی معیشت کی بہتری کے لیے اقدامات اٹھانے پر زور دیا گیا ہے اسلام آباد کوئٹہ لاہور کراچی پشاور حکومت وزیراعظم نے اجلاس میں فیصلہ کیا گیا ہے کہ صوبے میں ترقیاتی منصوبوں پر کام تیزی سے جاری رکھا جائے گا اور عوام کو ریلیف فراہم کیا جائے گا اس موقع پر متعلقہ حکام نے بریفنگ دی اور مختلف امور پر تبادلہ خیال کیا گیا جبکہ (522, 285, 628, 484)
story-number: 22 (481, 627, 505, 649)
story-heading (522, 1411, 628, 1435)
story-body: اسلام آباد کوئٹہ لاہور کراچی پشاور حکومت وزیراعظم نے اجلاس میں فیصلہ کیا گیا ہے کہ صوبے میں ترقیاتی منصوبوں پر کام تیزی سے جاری رکھا جائے گا اور عوام کو ریلیف فراہم کیا جائے گا اس موقع پر متعلقہ حکام نے بریفنگ دی اور مختلف امور پر تبادلہ خیال کیا گیا جبکہ ملکی معیشت کی بہتری کے لیے (400, 885, 506, 984)
story-title: قبائلی روڈان (160, 528, 219, 538)
story-heading (156, 221, 262, 245)
story-heading (278, 806, 384, 830)
story-title: ظفر مسعود (162, 1278, 217, 1288)
story-number: 16 (603, 1087, 627, 1109)
story-heading (34, 706, 140, 730)
story-heading (766, 676, 872, 700)
story-title: احسن اقبال (894, 598, 949, 608)
story-number: 38 (237, 1602, 261, 1624)
story-title: امریکی وفد (407, 998, 460, 1008)
story-title: ریکوڈیک (537, 748, 574, 758)
column-divider (880, 50, 881, 1710)
story-body: اسلام آباد کوئٹہ لاہور کراچی پشاور حکومت وزیراعظم نے اجلاس میں فیصلہ کیا گیا ہے کہ صوبے میں ترقیاتی منصوبوں پر کام تیزی سے جاری رکھا جائے گا (522, 1270, 628, 1319)
story-body: اسلام آباد کوئٹہ لاہور کراچی پشاور حکومت وزیراعظم نے اجلاس میں فیصلہ کیا گیا ہے کہ صوبے میں ترقیاتی منصوبوں پر کام تیزی سے جاری رکھا جائے گا اور عوام کو ریلیف فراہم کیا جائے گا اس موقع پر متعلقہ حکام نے بریفنگ دی اور مختلف امور پر تبادلہ خیال کیا گیا جبکہ ملکی معیشت کی بہتری کے لیے اقدامات اٹھانے پر زور دیا گیا ہے اسلام آباد کوئٹہ لاہور کراچی پشاور حکومت وزیراعظم نے اجلاس میں فیصلہ کیا گیا ہے کہ صوبے میں ترقیاتی منصوبوں پر کام تیزی سے جاری رکھا جائے گا اور عوام کو ریلیف فراہم کیا جائے گا اس موقع پر متعلقہ حکام نے بریفنگ دی اور مختلف امور پر تبادلہ خیال کیا گیا جبکہ ملکی معیشت کی بہتری کے لیے اقدامات اٹھانے پر زور دیا گیا ہے اسلام آباد کوئٹہ لاہور کراچی پشاور حکومت وزیراعظم نے اجلاس میں فیصلہ کیا گیا ہے کہ صوبے میں ترقیاتی منصوبوں پر کام تیزی سے جاری رکھا جائے گا اور عوام کو ریلیف فراہم کیا جائے گا اس موقع پر متعلقہ حکام نے بریفنگ دی اور مختلف امور پر تبادلہ خیال کیا گیا جبکہ ملکی معیشت کی بہتری کے لیے اقدامات اٹھانے پر زور دیا گیا ہے اسلام آباد کوئٹہ لاہور کراچی پشاور حکومت وزیراعظم نے اجلاس میں فیصلہ کیا گیا ہے کہ صوبے میں ترقیاتی منصوبوں پر کام تیزی سے جاری رکھا جائے گا اور عوام کو ریلیف فراہم کیا جائے گا اس موقع پر متعلقہ حکام نے بریفنگ دی اور مختلف امور پر تبادلہ خیال کیا گیا جبکہ ملکی معیشت کی بہتری کے لیے اقدامات اٹھانے پر زور دیا گیا ہے اسلام آباد کوئٹہ لاہور کراچی پشاور حکومت وزیراعظم نے اجلاس میں فیصلہ کیا گیا ہے کہ صوبے میں ترقیاتی منصوبوں پر کام تیزی سے جاری رکھا جائے گا اور عوام کو ریلیف فراہم کیا جائے گا اس موقع پر متعلقہ حکام نے بریفنگ دی اور مختلف امور پر تبادلہ خیال کیا گیا جبکہ ملکی معیشت کی بہتری کے لیے اقدامات اٹھانے پر زور دیا گیا ہے اسلام آباد کوئٹہ لاہور کراچی پشاور حکومت وزیراعظم نے اجلاس میں فیصلہ کیا گیا ہے کہ صوبے میں ترقیاتی منصوبوں پر کام تیزی سے جاری رکھا جائے گا اور عوام کو ریلیف فراہم کیا جائے گا اس موقع پر متعلقہ (766, 940, 872, 1559)
story-heading (400, 626, 506, 650)
story-title: اسد عامر محمود (669, 638, 710, 658)
story-heading (34, 1361, 140, 1385)
story-number: 4 (969, 592, 993, 614)
story-body: اسلام آباد کوئٹہ لاہور کراچی پشاور حکومت وزیراعظم نے اجلاس میں فیصلہ کیا گیا ہے کہ صوبے میں ترقیاتی منصوبوں پر کام تیزی سے جاری رکھا جائے گا اور عوام کو ریلیف فراہم کیا جائے گا اس موقع پر متعلقہ حکام نے بریفنگ دی اور مختلف امور پر تبادلہ خیال کیا گیا جبکہ ملکی معیشت کی بہتری کے لیے اقدامات اٹھانے پر زور دیا گیا ہے اسلام آباد کوئٹہ لاہور کراچی پشاور حکومت وزیراعظم نے (156, 250, 262, 379)
story-number: 47 (115, 1277, 139, 1299)
story-body: اسلام آباد کوئٹہ لاہور کراچی پشاور حکومت وزیراعظم نے اجلاس میں فیصلہ کیا گیا ہے کہ صوبے میں ترقیاتی منصوبوں پر کام تیزی سے جاری رکھا جائے گا اور عوام کو ریلیف فراہم کیا جائے گا اس موقع پر متعلقہ حکام نے بریفنگ دی اور مختلف امور پر تبادلہ خیال کیا گیا جبکہ ملکی معیشت کی بہتری کے لیے اقدامات اٹھانے پر زور دیا گیا ہے اسلام آباد کوئٹہ لاہور کراچی پشاور حکومت وزیراعظم نے (34, 50, 140, 179)
story-heading (400, 856, 506, 880)
story-heading (522, 491, 628, 515)
column-divider (758, 50, 759, 1710)
story-heading (888, 886, 994, 910)
story-number: 39 (115, 187, 139, 209)
masthead (30, 28, 994, 48)
news-column (888, 50, 994, 1710)
story-number: 13 (603, 742, 627, 764)
story-body: اسلام آباد کوئٹہ لاہور کراچی پشاور حکومت وزیراعظم نے اجلاس میں فیصلہ کیا گیا ہے کہ صوبے میں ترقیاتی منصوبوں پر کام تیزی سے جاری رکھا جائے گا اور عوام کو ریلیف فراہم کیا جائے گا اس موقع پر متعلقہ حکام نے بریفنگ دی اور مختلف (278, 1030, 384, 1109)
story-title: ظہور بلیدی (285, 578, 338, 588)
story-body: اسلام آباد کوئٹہ لاہور کراچی پشاور حکومت وزیراعظم نے اجلاس میں فیصلہ کیا گیا ہے کہ صوبے میں ترقیاتی منصوبوں پر کام تیزی سے جاری رکھا جائے گا اور عوام کو ریلیف فراہم کیا جائے گا اس موقع پر متعلقہ حکام نے بریفنگ دی اور مختلف (400, 540, 506, 619)
story-number: 42 (115, 622, 139, 644)
story-heading (522, 951, 628, 975)
story-heading (400, 511, 506, 535)
story-body: اسلام آباد کوئٹہ لاہور کراچی پشاور حکومت وزیراعظم نے اجلاس میں فیصلہ کیا گیا ہے کہ صوبے میں ترقیاتی منصوبوں پر کام تیزی سے جاری رکھا جائے گا اور عوام کو ریلیف فراہم کیا جائے گا اس موقع پر متعلقہ حکام نے بریفنگ دی اور مختلف (522, 865, 628, 944)
story-heading (888, 1121, 994, 1145)
story-body: اسلام آباد کوئٹہ لاہور کراچی پشاور حکومت وزیراعظم نے اجلاس میں فیصلہ کیا گیا ہے کہ صوبے میں ترقیاتی منصوبوں پر کام تیزی سے جاری رکھا جائے گا اور عوام کو ریلیف فراہم کیا جائے گا اس موقع پر متعلقہ حکام نے بریفنگ دی اور مختلف امور پر تبادلہ خیال کیا گیا جبکہ ملکی معیشت کی بہتری کے لیے اقدامات اٹھانے پر زور دیا گیا ہے اسلام آباد کوئٹہ لاہور کراچی پشاور حکومت وزیراعظم نے اجلاس میں فیصلہ کیا گیا ہے کہ صوبے میں ترقیاتی منصوبوں پر کام تیزی سے جاری رکھا جائے گا اور عوام کو ریلیف فراہم کیا جائے گا اس موقع پر متعلقہ حکام نے بریفنگ دی اور مختلف امور پر تبادلہ خیال کیا گیا جبکہ (766, 705, 872, 904)
story-number: 1 (969, 57, 993, 79)
story-number: 33 (237, 387, 261, 409)
story-title: قومی اسمبلی (523, 263, 588, 273)
story-body: اسلام آباد کوئٹہ لاہور کراچی پشاور حکومت وزیراعظم نے اجلاس میں فیصلہ کیا گیا ہے کہ صوبے میں ترقیاتی منصوبوں پر کام تیزی سے جاری رکھا جائے گا اور عوام کو ریلیف فراہم کیا جائے گا اس موقع پر متعلقہ (522, 1440, 628, 1509)
story-number: 44 (115, 822, 139, 844)
story-number: 34 (237, 522, 261, 544)
column-divider (392, 50, 393, 1710)
story-heading (522, 1326, 628, 1350)
story-number: 43 (115, 707, 139, 729)
story-heading (156, 1271, 262, 1295)
story-number: 6 (969, 1122, 993, 1144)
story-title: اسٹاک مارکیٹ (35, 713, 100, 723)
story-heading (766, 911, 872, 935)
story-title: حمد اللہ (49, 828, 86, 838)
story-title: کشتی (541, 1418, 570, 1428)
story-number: 11 (603, 492, 627, 514)
story-number: 40 (115, 402, 139, 424)
story-body: اسلام آباد کوئٹہ لاہور کراچی پشاور حکومت وزیراعظم نے اجلاس میں فیصلہ کیا گیا ہے کہ صوبے میں ترقیاتی منصوبوں پر کام تیزی سے جاری رکھا جائے گا اور عوام کو ریلیف فراہم کیا جائے گا اس موقع پر متعلقہ حکام نے بریفنگ دی اور مختلف امور پر تبادلہ خیال کیا گیا جبکہ ملکی معیشت کی بہتری کے لیے اقدامات اٹھانے پر زور دیا گیا ہے اسلام آباد کوئٹہ لاہور کراچی پشاور حکومت وزیراعظم نے اجلاس میں فیصلہ کیا گیا ہے کہ صوبے میں ترقیاتی منصوبوں پر کام تیزی سے جاری رکھا جائے گا اور عوام کو ریلیف فراہم کیا جائے گا اس موقع پر متعلقہ حکام نے بریفنگ دی اور مختلف امور پر تبادلہ خیال کیا گیا جبکہ ملکی معیشت کی بہتری کے لیے اقدامات اٹھانے پر زور دیا گیا ہے اسلام آباد کوئٹہ لاہور کراچی پشاور حکومت وزیراعظم نے اجلاس میں فیصلہ کیا گیا ہے کہ صوبے میں ترقیاتی منصوبوں پر کام تیزی سے جاری رکھا جائے گا اور عوام کو ریلیف فراہم کیا جائے گا اس موقع پر متعلقہ حکام نے بریفنگ دی اور مختلف (400, 205, 506, 504)
story-title: دہشتگرد ہلاک (402, 633, 465, 643)
story-body: اسلام آباد کوئٹہ لاہور کراچی پشاور حکومت وزیراعظم نے اجلاس میں فیصلہ کیا گیا ہے کہ صوبے میں ترقیاتی منصوبوں پر کام تیزی سے جاری رکھا جائے گا اور عوام کو ریلیف فراہم کیا جائے گا اس موقع پر متعلقہ حکام نے بریفنگ دی اور مختلف امور پر تبادلہ خیال کیا گیا جبکہ ملکی معیشت کی بہتری کے لیے (522, 635, 628, 734)
story-number: 30 (359, 1117, 383, 1139)
story-number: 19 (603, 1412, 627, 1434)
story-body: اسلام آباد کوئٹہ لاہور کراچی پشاور حکومت وزیراعظم نے اجلاس میں فیصلہ کیا گیا ہے کہ صوبے میں ترقیاتی منصوبوں پر کام تیزی سے جاری رکھا جائے گا اور عوام کو ریلیف فراہم کیا جائے گا اس موقع پر متعلقہ حکام نے بریفنگ دی اور مختلف امور پر تبادلہ خیال کیا گیا جبکہ ملکی معیشت کی بہتری کے لیے اقدامات اٹھانے پر زور دیا گیا ہے اسلام آباد کوئٹہ لاہور کراچی (156, 550, 262, 669)
story-heading (522, 256, 628, 280)
story-number: 3 (969, 517, 993, 539)
story-number: 23 (481, 742, 505, 764)
story-title: منصور کاکڑ (41, 408, 94, 418)
story-number: 35 (237, 677, 261, 699)
story-number: 29 (359, 1002, 383, 1024)
story-number: 41 (115, 537, 139, 559)
story-heading (156, 1601, 262, 1625)
story-body: اسلام آباد کوئٹہ لاہور کراچی پشاور حکومت وزیراعظم نے اجلاس میں فیصلہ کیا گیا ہے کہ صوبے میں ترقیاتی منصوبوں پر کام تیزی سے جاری رکھا جائے گا اور عوام کو ریلیف فراہم کیا جائے گا اس موقع پر متعلقہ حکام نے بریفنگ دی اور مختلف امور پر تبادلہ خیال کیا گیا جبکہ ملکی معیشت کی بہتری کے لیے اقدامات اٹھانے پر زور دیا گیا ہے اسلام آباد کوئٹہ لاہور کراچی پشاور حکومت وزیراعظم نے اجلاس میں فیصلہ کیا گیا ہے کہ صوبے میں ترقیاتی منصوبوں پر کام تیزی سے جاری رکھا جائے گا اور عوام کو ریلیف فراہم کیا جائے گا اس موقع پر متعلقہ حکام نے بریفنگ دی اور مختلف امور پر تبادلہ خیال کیا گیا جبکہ ملکی معیشت کی بہتری کے لیے اقدامات اٹھانے پر زور دیا گیا ہے اسلام آباد کوئٹہ لاہور کراچی پشاور حکومت وزیراعظم نے اجلاس میں فیصلہ کیا گیا ہے کہ صوبے میں ترقیاتی منصوبوں پر (888, 620, 994, 879)
story-title: فوجی مشقیں (157, 1493, 222, 1503)
story-title: صادق عمرانی (36, 543, 99, 553)
story-number: 26 (359, 237, 383, 259)
story-number: 46 (115, 982, 139, 1004)
story-title: سراج الحق (43, 913, 92, 923)
story-body: اسلام آباد کوئٹہ لاہور کراچی پشاور حکومت وزیراعظم نے اجلاس میں فیصلہ کیا گیا ہے کہ صوبے میں ترقیاتی منصوبوں پر کام تیزی سے جاری رکھا جائے گا اور عوام کو ریلیف فراہم کیا جائے گا اس موقع پر متعلقہ حکام نے بریفنگ دی اور مختلف امور پر تبادلہ خیال کیا گیا جبکہ ملکی معیشت کی بہتری کے لیے (34, 430, 140, 529)
